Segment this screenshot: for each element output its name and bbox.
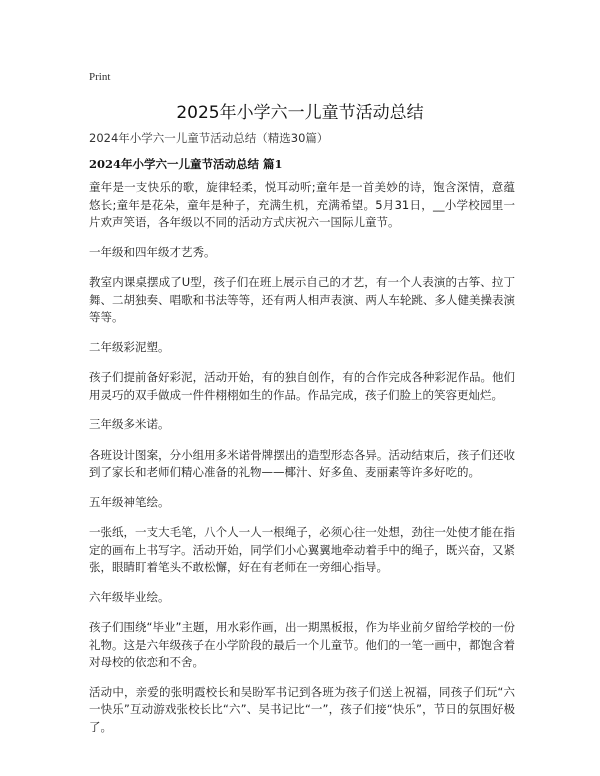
section-heading: 2024年小学六一儿童节活动总结 篇1 <box>89 157 283 171</box>
paragraph-grade5-heading: 五年级神笔绘。 <box>89 494 170 509</box>
document-body <box>89 130 515 748</box>
paragraph-grade2-heading: 二年级彩泥塑。 <box>89 339 170 354</box>
paragraph-grade6-heading: 六年级毕业绘。 <box>89 589 170 604</box>
document-subtitle: 2024年小学六一儿童节活动总结（精选30篇） <box>89 131 329 145</box>
page-title: 2025年小学六一儿童节活动总结 <box>176 103 424 123</box>
paragraph-grade3-heading: 三年级多米诺。 <box>89 417 170 431</box>
paragraph-grade3-body: 各班设计图案，分小组用多米诺骨牌摆出的造型形态各异。活动结束后，孩子们还收到了家长和老师们精心准备的礼物——椰汁、好多鱼、麦丽素等许多好吃的。 <box>89 447 515 479</box>
paragraph-grade1-4-body: 教室内课桌摆成了U型，孩子们在班上展示自己的才艺，有一个人表演的古筝、拉丁舞、二胡独奏、唱歌和书法等等，还有两人相声表演、两人车轮跳、多人健美操表演等等。 <box>89 275 515 324</box>
paragraph-grade5-body: 一张纸，一支大毛笔，八个人一人一根绳子，必须心往一处想，劲往一处使才能在指定的画布上书写字。活动开始，同学们小心翼翼地牵动着手中的绳子，既兴奋，又紧张，眼睛盯着笔头不敢松懈，好在有老师在一旁细心指导。 <box>89 525 515 574</box>
print-link[interactable]: Print <box>89 71 111 83</box>
paragraph-closing: 活动中，亲爱的张明霞校长和吴盼军书记到各班为孩子们送上祝福，同孩子们玩“六一快乐”互动游戏张校长比“六”、吴书记比“一”，孩子们接“快乐”，节日的氛围好极了。 <box>89 684 515 734</box>
paragraph-grade2-body: 孩子们提前备好彩泥，活动开始，有的独自创作，有的合作完成各种彩泥作品。他们用灵巧的双手做成一件件栩栩如生的作品。作品完成，孩子们脸上的笑容更灿烂。 <box>89 370 515 402</box>
paragraph-grade1-4-heading: 一年级和四年级才艺秀。 <box>89 244 216 259</box>
paragraph-grade6-body: 孩子们围绕“毕业”主题，用水彩作画，出一期黑板报，作为毕业前夕留给学校的一份礼物。这是六年级孩子在小学阶段的最后一个儿童节。他们的一笔一画中，都饱含着对母校的依恋和不舍。 <box>89 620 515 669</box>
paragraph-intro: 童年是一支快乐的歌，旋律轻柔，悦耳动听;童年是一首美妙的诗，饱含深情，意蕴悠长;童年是花朵，童年是种子，充满生机，充满希望。5月31日，__小学校园里一片欢声笑语，各年级以不同的活动方式庆祝六一国际儿童节。 <box>89 180 515 229</box>
